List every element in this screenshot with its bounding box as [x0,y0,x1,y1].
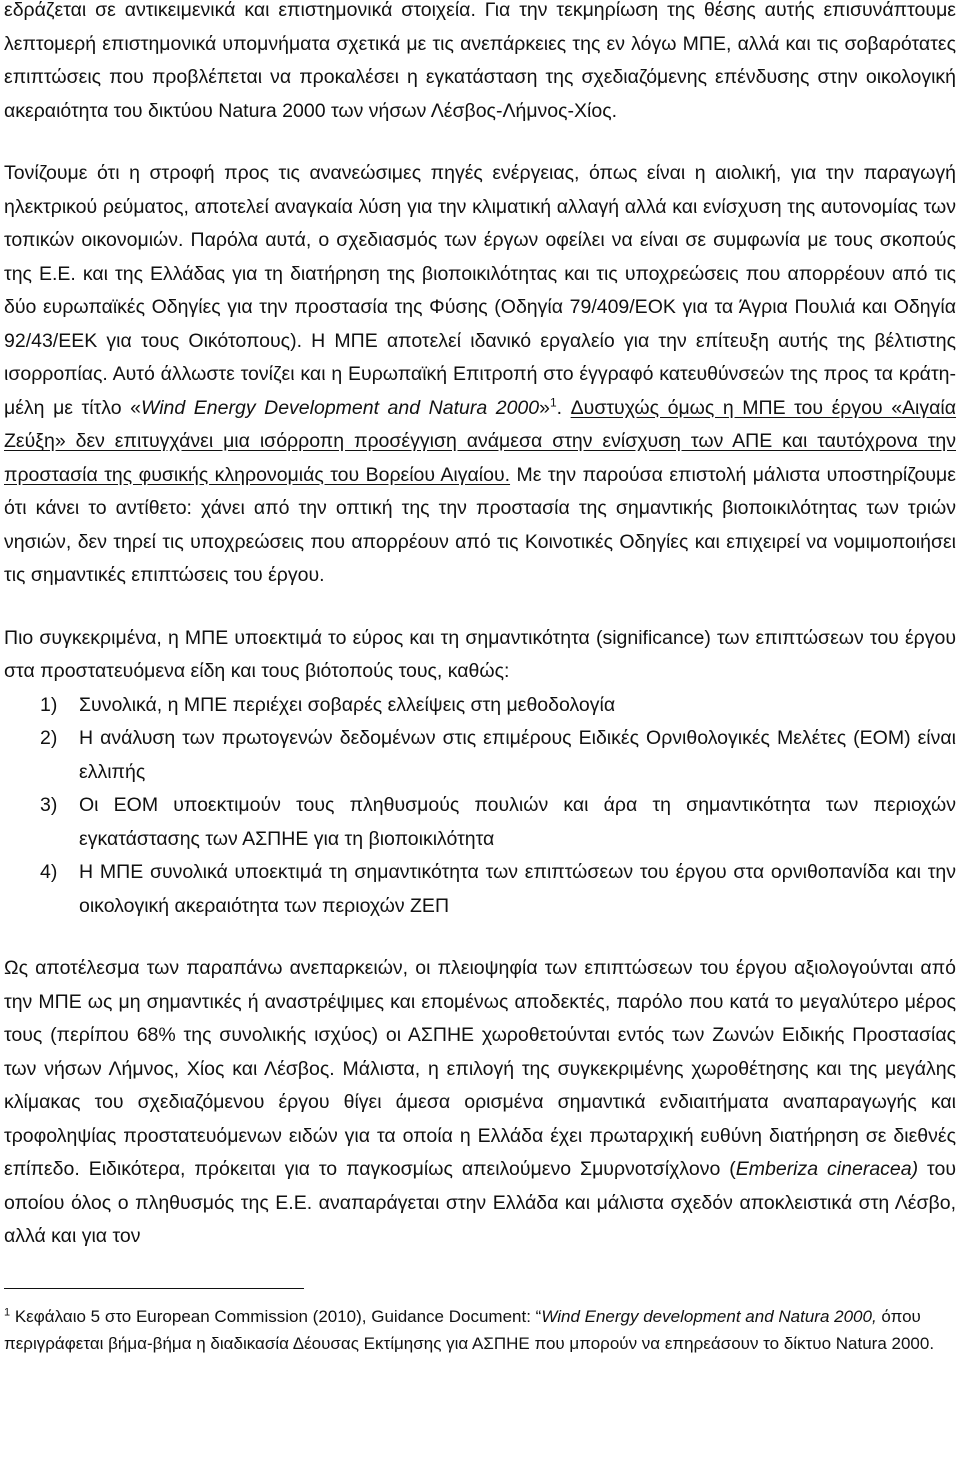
paragraph-specifics-text: Πιο συγκεκριμένα, η ΜΠΕ υποεκτιμά το εύρος και τη σημαντικότητα (significance) των επιπτώσεων του έργου στα προστατευόμενα είδη και τους βιότοπούς τους, καθώς: [4,626,956,682]
underlined-statement: Δυστυχώς όμως η ΜΠΕ του έργου «Αιγαία Ζεύξη» δεν επιτυγχάνει μια ισόρροπη προσέγγιση ανάμεσα στην ενίσχυση των ΑΠΕ και ταυτόχρονα την προστασία της φυσικής κληρονομιάς του Βορείου Αιγαίου. [4,396,957,486]
footnote-text: Κεφάλαιο 5 στο European Commission (2010), Guidance Document: “ [10,1306,542,1326]
guidance-title: Wind Energy Development and Natura 2000 [140,396,540,419]
paragraph-consequences [4,952,956,1254]
list-item-text: Η ανάλυση των πρωτογενών δεδομένων στις επιμέρους Ειδικές Ορνιθολογικές Μελέτες (ΕΟΜ) είναι ελλιπής [79,727,956,783]
closing-quote: » [539,396,550,419]
list-item-number: 4) [40,861,58,883]
document-page [4,0,956,1357]
paragraph-intro-text: εδράζεται σε αντικειμενικά και επιστημονικά στοιχεία. Για την τεκμηρίωση της θέσης αυτής επισυνάπτουμε λεπτομερή επιστημονικά υπομνήματα σχετικά με τις ανεπάρκειες της εν λόγω ΜΠΕ, αλλά και τις σοβαρότατες επιπτώσεις που προβλέπεται να προκαλέσει η εγκατάσταση της σχεδιαζόμενης επένδυσης στην οικολογική ακεραιότητα του δικτύου Natura 2000 των νήσων Λέσβος-Λήμνος-Χίος. [4,0,956,122]
list-item-number: 1) [40,693,58,716]
list-item [4,789,956,856]
list-item [4,689,956,723]
sentence-end: . [556,396,571,419]
list-item [4,722,956,789]
footnote-document-title: Wind Energy development and Natura 2000, [541,1306,877,1326]
paragraph-renewables-continuation: Με την παρούσα επιστολή μάλιστα υποστηρίζουμε ότι κάνει το αντίθετο: χάνει από την οπτική της την προστασία της σημαντικής βιοποικιλότητας των τριών νησιών, δεν τηρεί τις υποχρεώσεις που απορρέουν από τις Κοινοτικές Οδηγίες και επιχειρεί να νομιμοποιήσει τις σημαντικές επιπτώσεις του έργου. [4,463,956,586]
paragraph-renewables [4,157,956,593]
species-latin-name: Emberiza cineracea) [735,1158,919,1180]
footnote-reference[interactable]: 1 [549,395,557,409]
list-item-text: Συνολικά, η ΜΠΕ περιέχει σοβαρές ελλείψεις στη μεθοδολογία [79,693,616,716]
paragraph-consequences-continuation: του οποίου όλος ο πληθυσμός της Ε.Ε. αναπαράγεται στην Ελλάδα και μάλιστα σχεδόν αποκλειστικά στη Λέσβο, αλλά και για τον [4,1158,956,1247]
deficiencies-list [4,689,956,924]
list-item-text: Η ΜΠΕ συνολικά υποεκτιμά τη σημαντικότητα των επιπτώσεων του έργου στα ορνιθοπανίδα και την οικολογική ακεραιότητα των περιοχών ΖΕΠ [79,861,956,917]
list-item-text: Οι ΕΟΜ υποεκτιμούν τους πληθυσμούς πουλιών και άρα τη σημαντικότητα των περιοχών εγκατάστασης των ΑΣΠΗΕ για τη βιοποικιλότητα [79,794,956,850]
paragraph-specifics [4,622,956,689]
paragraph-intro [4,0,956,128]
paragraph-spacer [4,128,956,157]
footnote-number: 1 [4,1305,11,1318]
list-item-number: 3) [40,794,58,816]
paragraph-consequences-text: Ως αποτέλεσμα των παραπάνω ανεπαρκειών, οι πλειοψηφία των επιπτώσεων του έργου αξιολογούνται από την ΜΠΕ ως μη σημαντικές ή αναστρέψιμες και επομένως αποδεκτές, παρόλο που κατά το μεγαλύτερο μέρος τους (περίπου 68% της συνολικής ισχύος) οι ΑΣΠΗΕ χωροθετούνται εντός των Ζωνών Ειδικής Προστασίας των νήσων Λήμνος, Χίος και Λέσβος. Μάλιστα, η επιλογή της συγκεκριμένης χωροθέτησης και της μεγάλης κλίμακας του σχεδιαζόμενου έργου θίγει άμεσα ορισμένα σημαντικά ενδιαιτήματα αναπαραγωγής και τροφοληψίας προστατευόμενων ειδών για τα οποία η Ελλάδα έχει πρωταρχική ευθύνη διατήρηση σε διεθνές επίπεδο. Ειδικότερα, πρόκειται για το παγκοσμίως απειλούμενο Σμυρνοτσίχλονο ( [4,957,956,1180]
paragraph-spacer [4,923,956,952]
list-item-number: 2) [40,727,58,749]
footnote-text-continuation: όπου περιγράφεται βήμα-βήμα η διαδικασία Δέουσας Εκτίμησης για ΑΣΠΗΕ που μπορούν να επηρεάσουν το δίκτυο Natura 2000. [4,1306,935,1353]
list-item [4,856,956,923]
footnote [4,1303,956,1357]
footnote-separator [4,1288,304,1289]
paragraph-renewables-text: Τονίζουμε ότι η στροφή προς τις ανανεώσιμες πηγές ενέργειας, όπως είναι η αιολική, για την παραγωγή ηλεκτρικού ρεύματος, αποτελεί αναγκαία λύση για την κλιματική αλλαγή αλλά και ενίσχυση της αυτονομίας των τοπικών οικονομιών. Παρόλα αυτά, ο σχεδιασμός των έργων οφείλει να είναι σε συμφωνία με τους σκοπούς της Ε.Ε. και της Ελλάδας για τη διατήρηση της βιοποικιλότητας και τις υποχρεώσεις που απορρέουν από τις δύο ευρωπαϊκές Οδηγίες για την προστασία της Φύσης (Οδηγία 79/409/ΕΟΚ για τα Άγρια Πουλιά και Οδηγία 92/43/ΕΕΚ για τους Οικότοπους). Η ΜΠΕ αποτελεί ιδανικό εργαλείο για την επίτευξη αυτής της βέλτιστης ισορροπίας. Αυτό άλλωστε τονίζει και η Ευρωπαϊκή Επιτροπή στο έγγραφό κατευθύνσεών της προς τα κράτη-μέλη με τίτλο « [4,162,956,419]
paragraph-spacer [4,593,956,622]
